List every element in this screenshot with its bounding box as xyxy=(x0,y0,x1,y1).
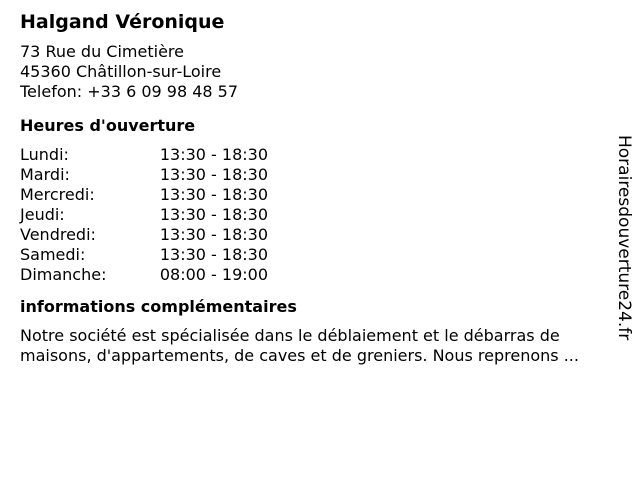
hours-day: Jeudi: xyxy=(20,205,65,224)
hours-row-monday xyxy=(20,145,620,165)
hours-time: 13:30 - 18:30 xyxy=(159,185,268,204)
hours-row-friday xyxy=(20,225,620,245)
opening-hours-heading: Heures d'ouverture xyxy=(20,116,196,135)
hours-row-tuesday xyxy=(20,165,620,185)
additional-info-text: Notre société est spécialisée dans le déblaiement et le débarras de maisons, d'appartements, de caves et de greniers. Nous reprenons ... xyxy=(20,326,579,365)
hours-day: Vendredi: xyxy=(20,225,96,244)
hours-time: 13:30 - 18:30 xyxy=(159,245,268,264)
hours-time: 13:30 - 18:30 xyxy=(159,225,268,244)
hours-row-saturday xyxy=(20,245,620,265)
hours-day: Mercredi: xyxy=(20,185,95,204)
hours-time: 13:30 - 18:30 xyxy=(159,165,268,184)
hours-day: Samedi: xyxy=(20,245,86,264)
address-street: 73 Rue du Cimetière xyxy=(20,42,184,61)
hours-time: 13:30 - 18:30 xyxy=(159,145,268,164)
business-card xyxy=(20,10,620,366)
phone-number: Telefon: +33 6 09 98 48 57 xyxy=(20,82,239,101)
hours-time: 08:00 - 19:00 xyxy=(159,265,268,284)
hours-row-thursday xyxy=(20,205,620,225)
hours-day: Lundi: xyxy=(20,145,69,164)
hours-row-sunday xyxy=(20,265,620,285)
hours-row-wednesday xyxy=(20,185,620,205)
hours-day: Dimanche: xyxy=(20,265,107,284)
site-watermark: Horairesdouverture24.fr xyxy=(614,135,634,341)
hours-day: Mardi: xyxy=(20,165,70,184)
hours-time: 13:30 - 18:30 xyxy=(159,205,268,224)
additional-info-heading: informations complémentaires xyxy=(20,297,297,316)
business-name: Halgand Véronique xyxy=(20,11,225,33)
address-city: 45360 Châtillon-sur-Loire xyxy=(20,62,222,81)
opening-hours-list xyxy=(20,145,620,285)
